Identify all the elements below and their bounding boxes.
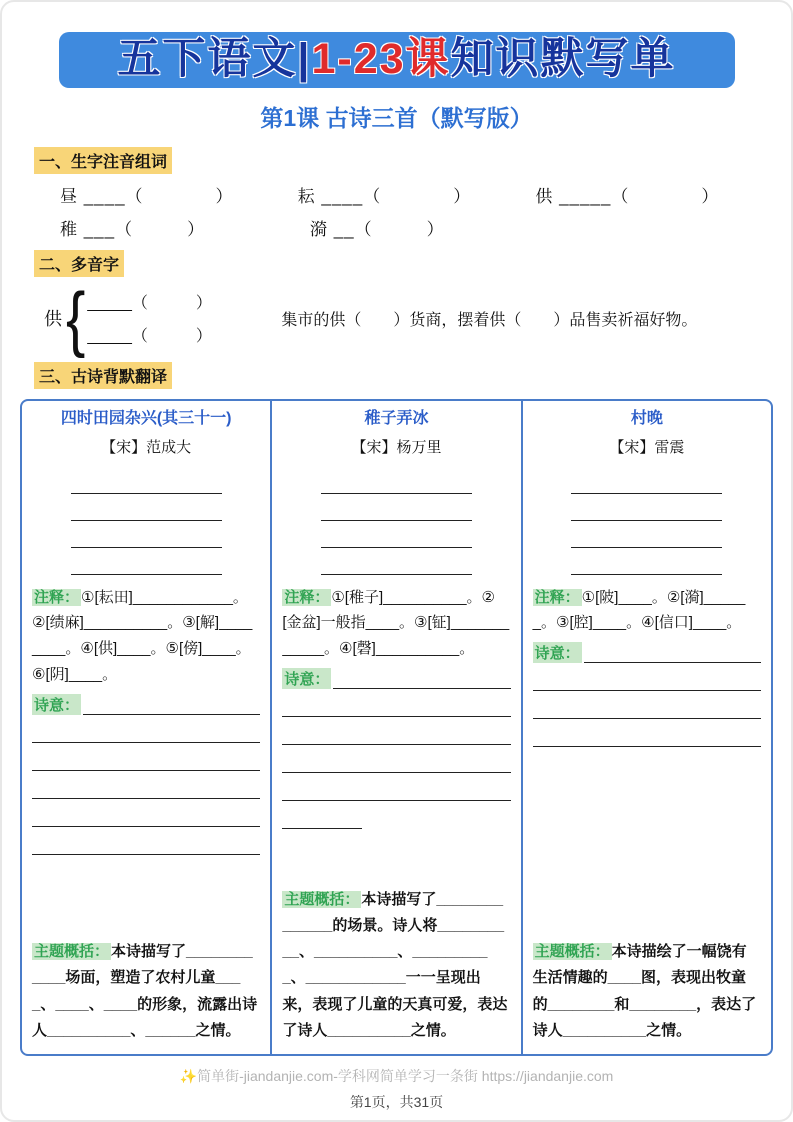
writing-line (282, 745, 510, 773)
theme-label: 主题概括： (534, 943, 610, 960)
polyphone-option-2: _____（ ） (87, 328, 212, 346)
pinyin-fill-row-1 (60, 182, 773, 207)
writing-line (333, 671, 510, 689)
theme-paragraph (533, 931, 761, 1044)
notes-paragraph (32, 585, 260, 688)
pinyin-fill-item: 供 _____（ ） (535, 186, 720, 206)
poem-title: 稚子弄冰 (364, 409, 429, 427)
poem-column-2 (272, 401, 522, 1054)
pinyin-fill-item: 昼 ____（ ） (60, 186, 234, 206)
writing-line (584, 645, 761, 663)
poem-title: 四时田园杂兴(其三十一) (60, 409, 232, 427)
banner-part-type: 知识默写单 (450, 35, 676, 84)
writing-line (71, 467, 222, 494)
pinyin-fill-item: 耘 ____（ ） (297, 186, 472, 206)
writing-line (321, 548, 472, 575)
notes-text: ①[耘田]____________。②[绩麻]__________。③[解]________。④[供]____。⑤[傍]____。⑥[阴]____。 (32, 588, 253, 684)
meaning-label: 诗意： (32, 694, 81, 715)
section2-header: 二、多音字 (34, 250, 124, 277)
writing-line (321, 467, 472, 494)
writing-line (32, 827, 260, 855)
writing-line (32, 771, 260, 799)
poem-column-1 (22, 401, 272, 1054)
title-banner (59, 32, 735, 88)
theme-text: 本诗描绘了一幅饶有生活情趣的____图，表现出牧童的________和________，表达了诗人__________之情。 (532, 943, 757, 1039)
notes-label: 注释： (34, 588, 80, 606)
pinyin-fill-item: 漪 __（ ） (310, 219, 445, 239)
poem-author: 【宋】范成大 (101, 438, 192, 456)
polyphone-option-1: _____（ ） (87, 295, 212, 313)
brace-glyph: { (66, 277, 86, 359)
site-watermark: ✨简单街-jiandanjie.com-学科网简单学习一条街 https://jiandanjie.com (179, 1068, 614, 1084)
meaning-label: 诗意： (282, 668, 331, 689)
page-number: 第1页，共31页 (349, 1094, 444, 1110)
writing-line (533, 663, 761, 691)
poem-column-3 (523, 401, 771, 1054)
writing-line (571, 467, 722, 494)
notes-text: ①[陂]____。②[漪]______。③[腔]____。④[信口]____。 (532, 588, 746, 632)
writing-line (32, 715, 260, 743)
writing-line (571, 494, 722, 521)
poem-title: 村晚 (630, 409, 663, 427)
theme-paragraph (32, 931, 260, 1044)
writing-line (571, 521, 722, 548)
writing-line (571, 548, 722, 575)
pinyin-fill-row-2 (60, 215, 773, 240)
lesson-title: 第1课 古诗三首（默写版） (260, 104, 533, 131)
poem-author: 【宋】雷震 (609, 438, 685, 456)
poem-writing-lines (533, 467, 761, 575)
theme-paragraph (282, 879, 510, 1045)
writing-line (533, 691, 761, 719)
notes-label: 注释： (284, 588, 330, 606)
poem-table (20, 399, 773, 1056)
section3-header: 三、古诗背默翻译 (34, 362, 172, 389)
banner-part-lessons: 1-23课 (311, 35, 451, 84)
polyphone-block (44, 277, 773, 359)
writing-line (321, 521, 472, 548)
meaning-label: 诗意： (533, 642, 582, 663)
writing-line (533, 719, 761, 747)
meaning-row (282, 668, 510, 689)
poem-author: 【宋】杨万里 (351, 438, 442, 456)
writing-line (32, 743, 260, 771)
notes-text: ①[稚子]__________。②[金盆]一般指____。③[钲]____________。④[磬]__________。 (282, 588, 510, 658)
writing-line (71, 521, 222, 548)
polyphone-options (87, 290, 277, 346)
polyphone-character: 供 (44, 309, 62, 330)
poem-writing-lines (282, 467, 510, 575)
writing-line (282, 801, 362, 829)
writing-line (282, 773, 510, 801)
writing-line (282, 689, 510, 717)
writing-line (71, 548, 222, 575)
theme-label: 主题概括： (34, 943, 110, 960)
writing-line (282, 717, 510, 745)
theme-label: 主题概括： (284, 890, 360, 908)
meaning-row (533, 642, 761, 663)
poem-writing-lines (32, 467, 260, 575)
section1-header: 一、生字注音组词 (34, 147, 172, 174)
notes-paragraph (282, 585, 510, 662)
pinyin-fill-item: 稚 ___（ ） (60, 219, 206, 239)
notes-label: 注释： (534, 588, 580, 606)
theme-text: 本诗描写了____________场面，塑造了农村儿童____、____、____的形象，流露出诗人__________、______之情。 (32, 943, 258, 1039)
meaning-row (32, 694, 260, 715)
writing-line (83, 697, 260, 715)
writing-line (71, 494, 222, 521)
writing-line (321, 494, 472, 521)
notes-paragraph (533, 585, 761, 637)
theme-text: 本诗描写了______________的场景。诗人将__________、__________、__________、____________一一呈现出来，表现了儿童的天真可爱，表达了诗人__________之情。 (282, 890, 508, 1039)
polyphone-sentence: 集市的供（ ）货商，摆着供（ ）品售卖祈福好物。 (281, 311, 698, 329)
banner-part-grade: 五下语文| (117, 35, 312, 84)
writing-line (32, 799, 260, 827)
